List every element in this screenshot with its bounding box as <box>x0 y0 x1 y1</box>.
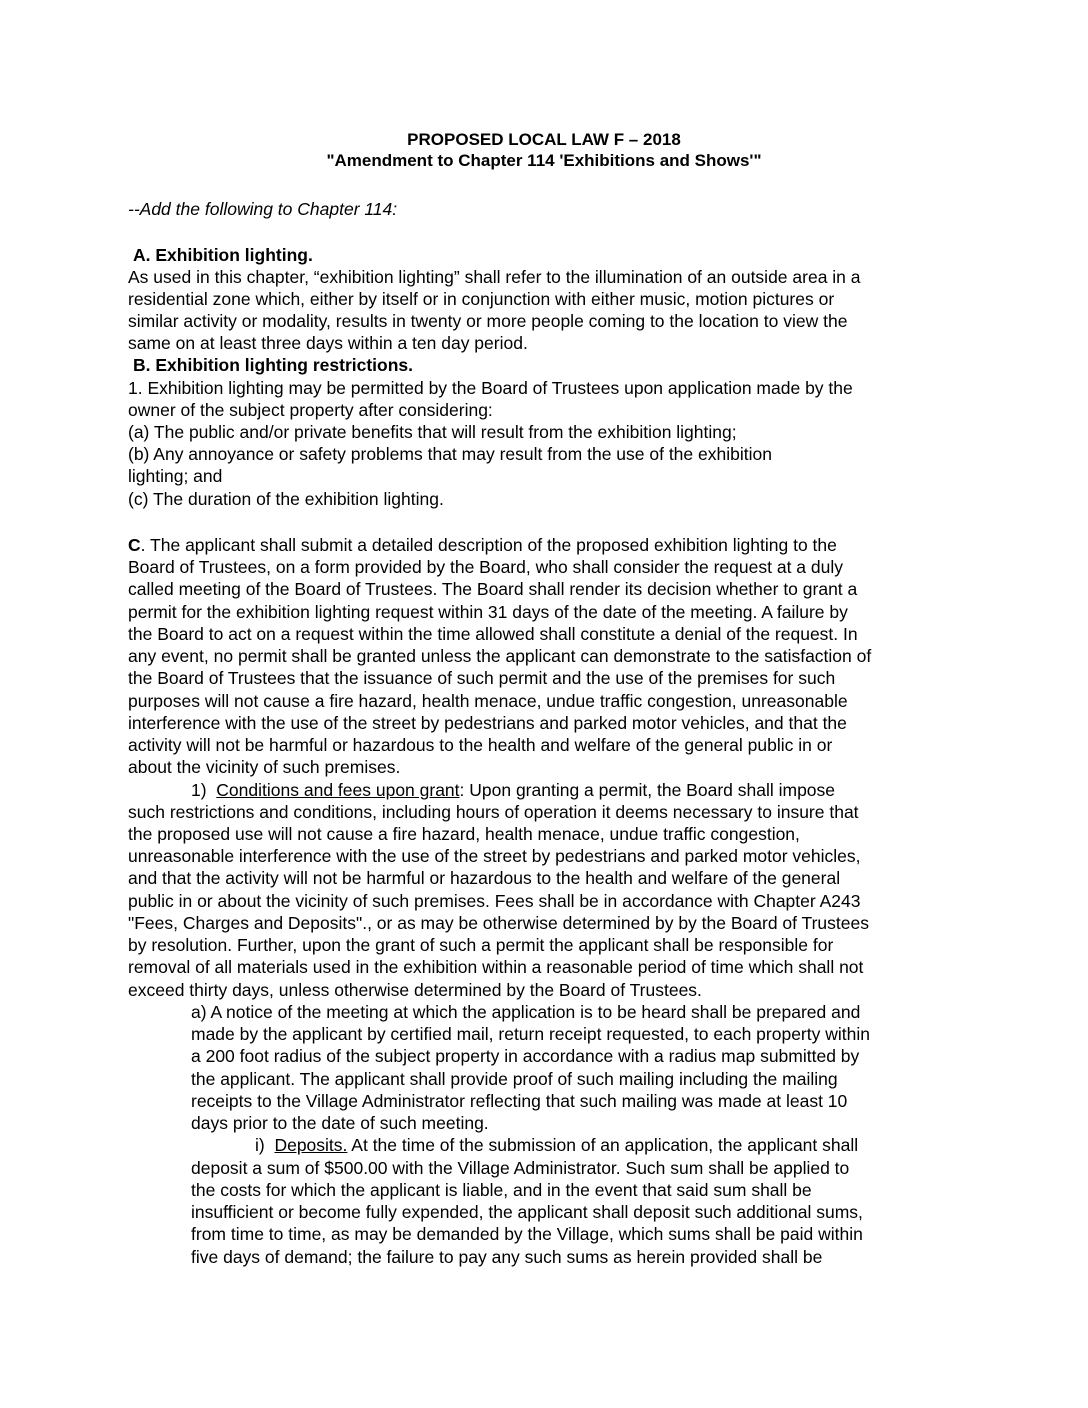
item-1-line: by resolution. Further, upon the grant of such a permit the applicant shall be responsible for <box>128 935 834 955</box>
section-b-line: lighting; and <box>128 466 223 486</box>
section-c-line: about the vicinity of such premises. <box>128 757 401 777</box>
section-b-line: 1. Exhibition lighting may be permitted by the Board of Trustees upon application made by the <box>128 378 853 398</box>
item-a-line: the applicant. The applicant shall provide proof of such mailing including the mailing <box>191 1069 838 1089</box>
section-c-line: interference with the use of the street by pedestrians and parked motor vehicles, and that the <box>128 713 847 733</box>
item-i-line: insufficient or become fully expended, the applicant shall deposit such additional sums, <box>191 1202 863 1222</box>
item-a-line: days prior to the date of such meeting. <box>191 1113 489 1133</box>
item-i-number: i) <box>255 1135 265 1155</box>
section-c-line: activity will not be harmful or hazardous to the health and welfare of the general public in or <box>128 735 833 755</box>
item-a-line: a 200 foot radius of the subject property in accordance with a radius map submitted by <box>191 1046 860 1066</box>
section-b-line: (a) The public and/or private benefits that will result from the exhibition lighting; <box>128 422 737 442</box>
document-title: PROPOSED LOCAL LAW F – 2018 <box>407 130 681 149</box>
section-b-line: (c) The duration of the exhibition lighting. <box>128 489 444 509</box>
item-1-heading: Conditions and fees upon grant <box>216 780 460 800</box>
section-b-line: (b) Any annoyance or safety problems that may result from the use of the exhibition <box>128 444 772 464</box>
section-c-text: . The applicant shall submit a detailed description of the proposed exhibition lighting to the <box>140 535 837 555</box>
item-1-line: unreasonable interference with the use of the street by pedestrians and parked motor vehicles, <box>128 846 861 866</box>
item-i-first-line <box>255 1134 858 1156</box>
item-a-line: receipts to the Village Administrator reflecting that such mailing was made at least 10 <box>191 1091 848 1111</box>
item-1-number: 1) <box>191 780 207 800</box>
item-1-first-line <box>191 779 835 801</box>
item-1-line: exceed thirty days, unless otherwise determined by the Board of Trustees. <box>128 980 702 1000</box>
section-c-first-line <box>128 534 837 556</box>
section-a-line: same on at least three days within a ten day period. <box>128 333 528 353</box>
item-i-line: from time to time, as may be demanded by the Village, which sums shall be paid within <box>191 1224 863 1244</box>
section-b-line: owner of the subject property after considering: <box>128 400 493 420</box>
item-i-line: the costs for which the applicant is liable, and in the event that said sum shall be <box>191 1180 812 1200</box>
section-a-line: residential zone which, either by itself or in conjunction with either music, motion pictures or <box>128 289 835 309</box>
item-1-line: "Fees, Charges and Deposits"., or as may be otherwise determined by by the Board of Trustees <box>128 913 869 933</box>
item-1-text: : Upon granting a permit, the Board shall impose <box>459 780 836 800</box>
section-c-label: C <box>128 535 141 555</box>
item-1-line: public in or about the vicinity of such premises. Fees shall be in accordance with Chapter A243 <box>128 891 861 911</box>
section-c-line: called meeting of the Board of Trustees. The Board shall render its decision whether to grant a <box>128 579 858 599</box>
item-1-line: removal of all materials used in the exhibition within a reasonable period of time which shall not <box>128 957 864 977</box>
document-subtitle: "Amendment to Chapter 114 'Exhibitions and Shows'" <box>326 151 762 170</box>
item-1-line: the proposed use will not cause a fire hazard, health menace, undue traffic congestion, <box>128 824 800 844</box>
section-c-line: Board of Trustees, on a form provided by the Board, who shall consider the request at a duly <box>128 557 843 577</box>
section-c-line: the Board to act on a request within the time allowed shall constitute a denial of the request. In <box>128 624 858 644</box>
section-a-line: similar activity or modality, results in twenty or more people coming to the location to view the <box>128 311 848 331</box>
section-a-heading: A. Exhibition lighting. <box>133 245 313 265</box>
item-i-line: deposit a sum of $500.00 with the Village Administrator. Such sum shall be applied to <box>191 1158 850 1178</box>
section-c-line: any event, no permit shall be granted unless the applicant can demonstrate to the satisfaction of <box>128 646 872 666</box>
item-i-heading: Deposits. <box>274 1135 348 1155</box>
item-i-line: five days of demand; the failure to pay any such sums as herein provided shall be <box>191 1247 823 1267</box>
item-i-text: At the time of the submission of an application, the applicant shall <box>347 1135 859 1155</box>
intro-instruction: --Add the following to Chapter 114: <box>128 199 398 219</box>
section-b-heading: B. Exhibition lighting restrictions. <box>133 355 414 375</box>
item-1-line: and that the activity will not be harmful or hazardous to the health and welfare of the general <box>128 868 841 888</box>
section-c-line: the Board of Trustees that the issuance of such permit and the use of the premises for such <box>128 668 836 688</box>
section-a-line: As used in this chapter, “exhibition lighting” shall refer to the illumination of an outside area in a <box>128 267 861 287</box>
section-c-line: purposes will not cause a fire hazard, health menace, undue traffic congestion, unreasonable <box>128 691 848 711</box>
item-a-line: made by the applicant by certified mail, return receipt requested, to each property within <box>191 1024 870 1044</box>
section-c-line: permit for the exhibition lighting request within 31 days of the date of the meeting. A failure by <box>128 602 848 622</box>
item-a-line: a) A notice of the meeting at which the application is to be heard shall be prepared and <box>191 1002 861 1022</box>
item-1-line: such restrictions and conditions, including hours of operation it deems necessary to insure that <box>128 802 859 822</box>
